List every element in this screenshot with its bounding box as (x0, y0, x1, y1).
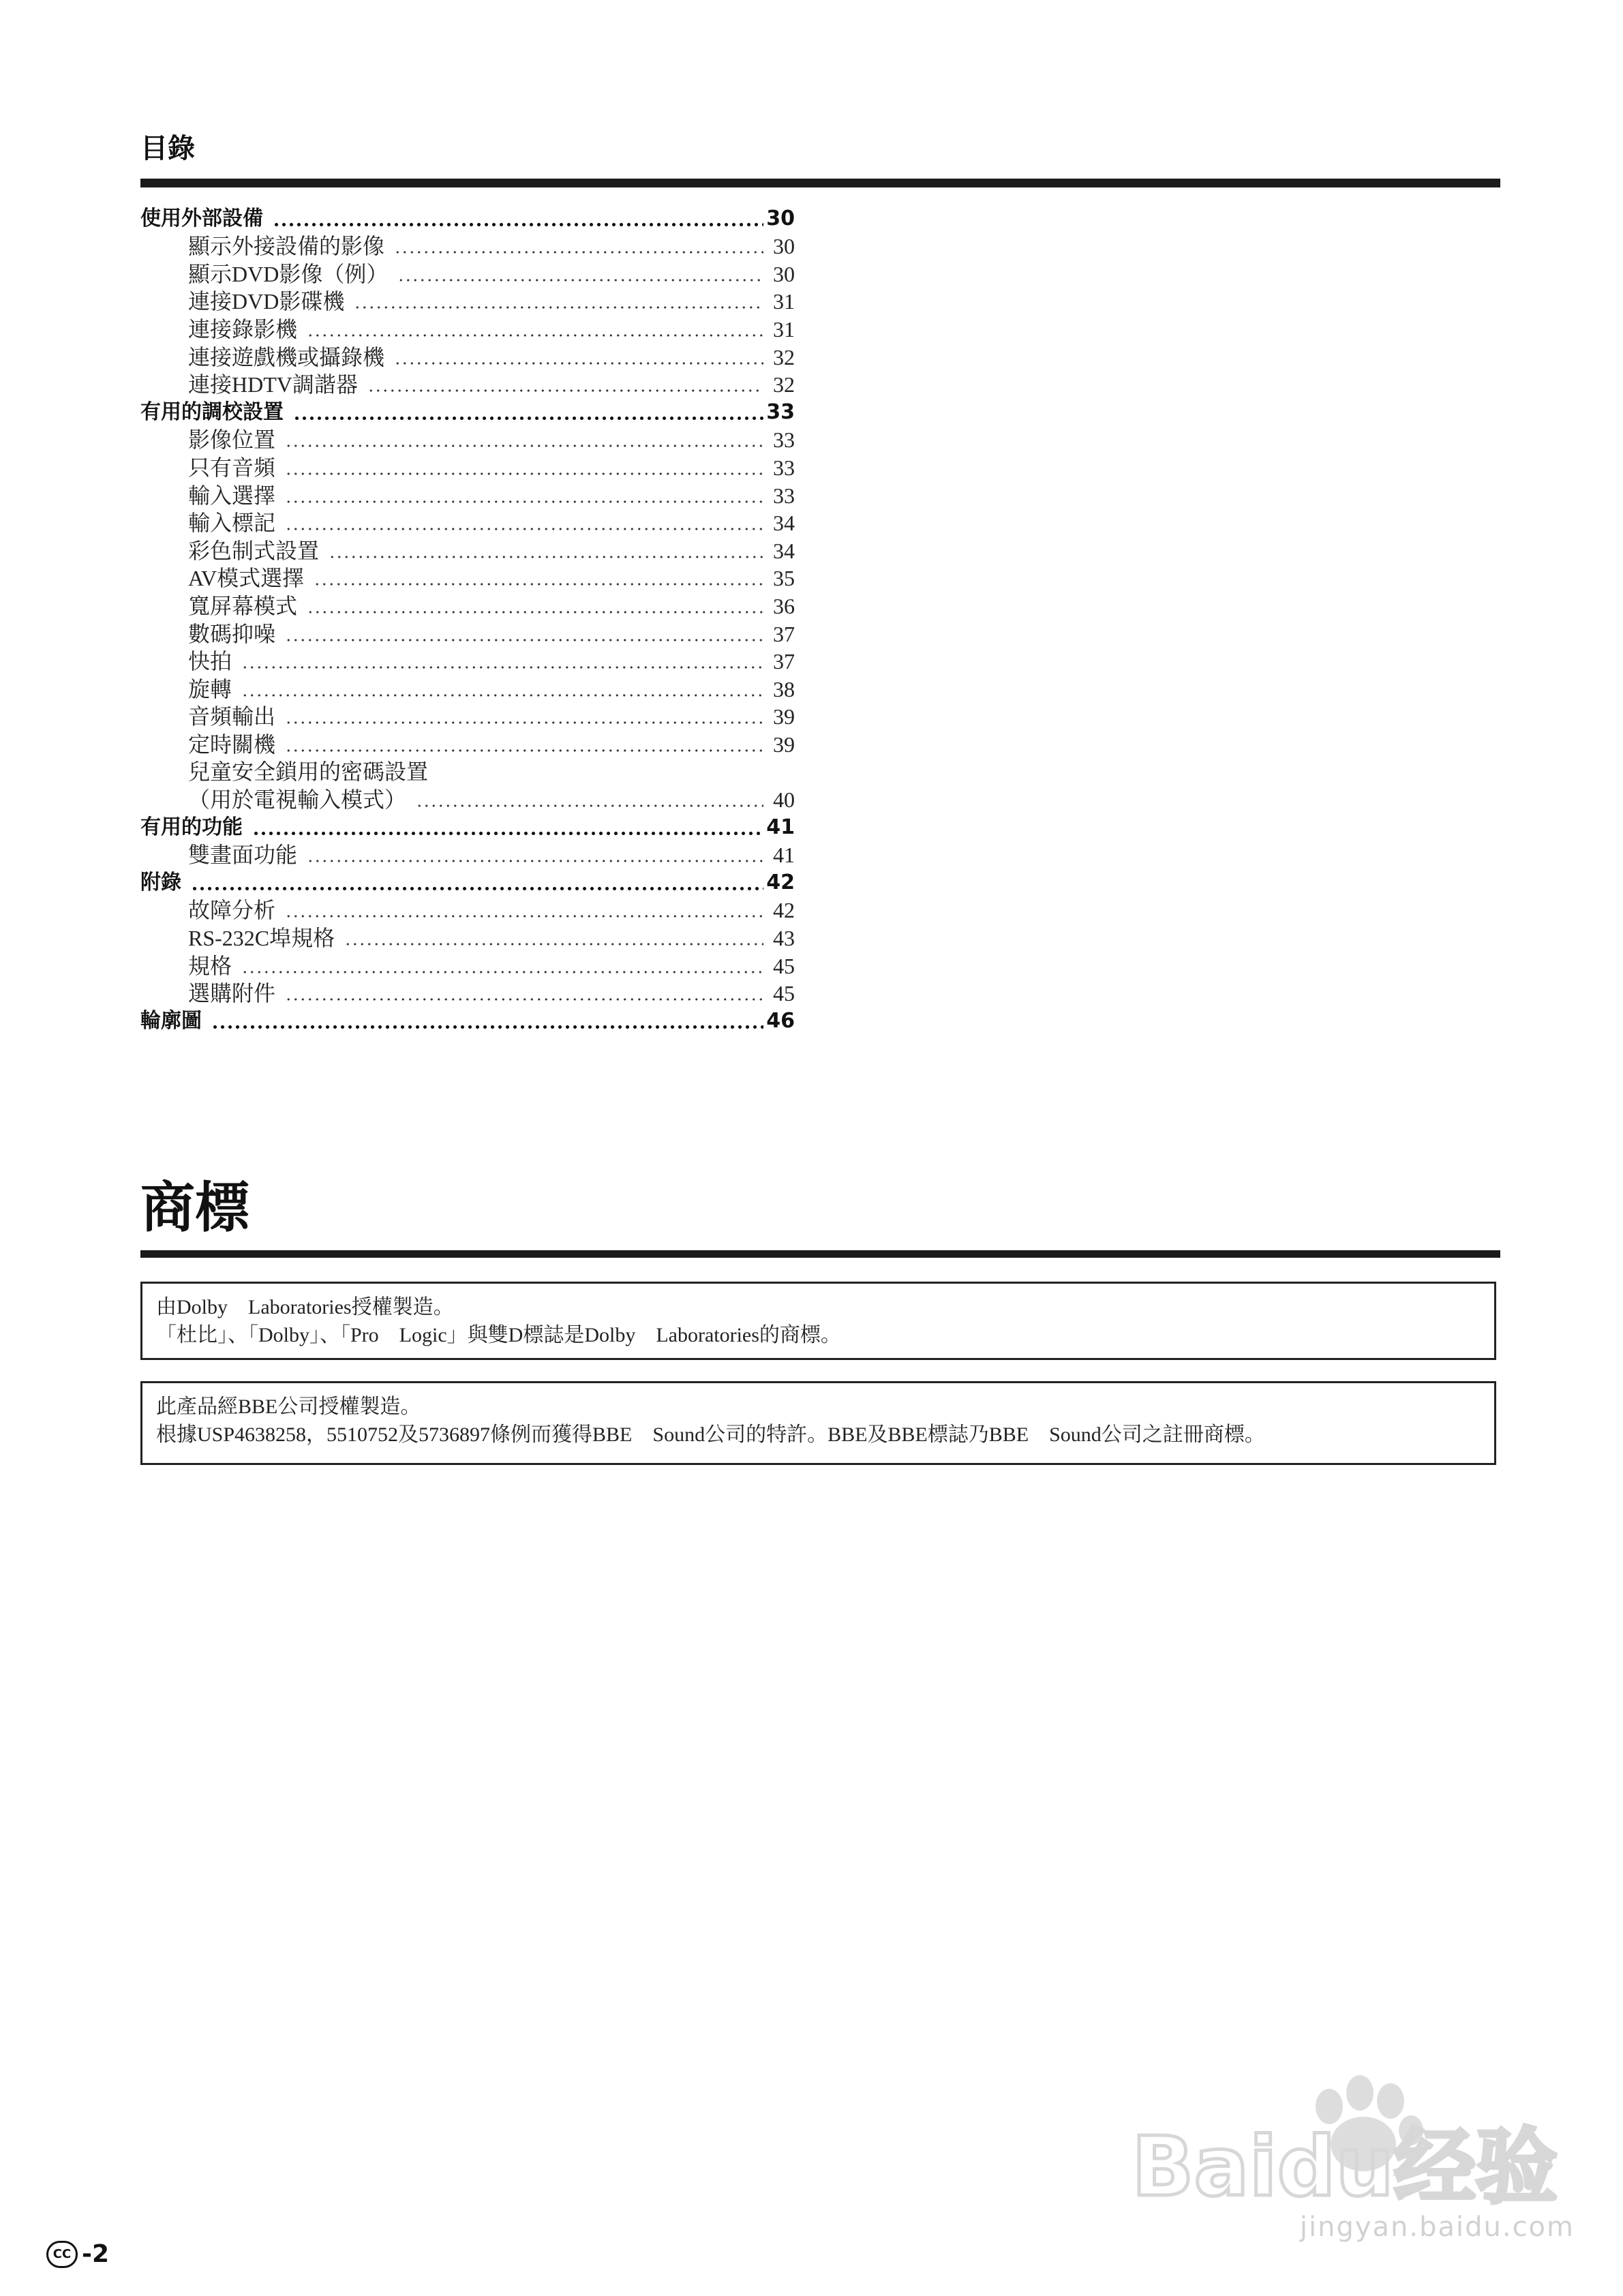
trademarks-title-rule (140, 1250, 1500, 1258)
dolby-line-2: 「杜比」、「Dolby」、「Pro Logic」與雙D標誌是Dolby Laboratories的商標。 (156, 1324, 841, 1346)
toc-dot-leader (293, 417, 763, 420)
baidu-watermark (1125, 2066, 1575, 2270)
page-number: -2 (82, 2240, 109, 2268)
toc-entry-page: 31 (773, 289, 795, 314)
toc-dot-leader (285, 444, 763, 447)
dolby-line-1: 由Dolby Laboratories授權製造。 (156, 1296, 454, 1318)
toc-entry-label: 音頻輸出 (188, 704, 276, 729)
toc-entry-page: 46 (766, 1008, 795, 1033)
toc-item-row (140, 564, 795, 592)
toc-entry-page: 40 (773, 787, 795, 813)
toc-dot-leader (252, 832, 763, 835)
toc-title: 目錄 (140, 133, 195, 164)
toc-entry-page: 32 (773, 344, 795, 369)
toc-entry-label: （用於電視輸入模式） (188, 787, 407, 813)
toc-item-row (140, 648, 795, 676)
toc-dot-leader (394, 362, 763, 365)
toc-dot-leader (354, 306, 763, 309)
baidu-paw-logo-icon (1125, 2066, 1575, 2216)
toc-entry-label: 選購附件 (188, 981, 276, 1006)
toc-dot-leader (307, 860, 763, 862)
toc-entry-page: 33 (773, 455, 795, 480)
toc-entry-page: 30 (766, 206, 795, 230)
toc-entry-page: 43 (773, 926, 795, 951)
toc-dot-leader (394, 251, 763, 254)
toc-dot-leader (285, 998, 763, 1001)
toc-item-row (140, 426, 795, 454)
toc-dot-leader (314, 583, 763, 586)
toc-entry-page: 33 (766, 399, 795, 424)
toc-item-row (140, 841, 795, 869)
toc-entry-label: 連接DVD影碟機 (188, 289, 345, 314)
toc-section-row (140, 398, 795, 426)
toc-entry-page: 37 (773, 649, 795, 674)
toc-item-row (140, 758, 795, 786)
toc-item-row (140, 260, 795, 288)
trademarks-title: 商標 (140, 1176, 249, 1239)
toc-entry-label: 兒童安全鎖用的密碼設置 (188, 759, 429, 785)
toc-dot-leader (285, 639, 763, 641)
toc-section-row (140, 205, 795, 232)
toc-dot-leader (191, 887, 763, 890)
toc-entry-label: 故障分析 (188, 898, 276, 923)
toc-dot-leader (307, 611, 763, 614)
toc-entry-label: AV模式選擇 (188, 566, 305, 591)
toc-item-row (140, 924, 795, 952)
toc-entry-page: 45 (773, 953, 795, 978)
toc-dot-leader (307, 334, 763, 337)
toc-dot-leader (367, 389, 763, 392)
toc-dot-leader (397, 279, 763, 282)
toc-entry-label: 輸入選擇 (188, 483, 276, 508)
toc-entry-label: 數碼抑噪 (188, 621, 276, 646)
toc-item-row (140, 481, 795, 509)
language-mark-icon: CC (46, 2241, 78, 2268)
toc-entry-page: 30 (773, 261, 795, 286)
toc-section-row (140, 813, 795, 841)
toc-entry-label: 連接遊戲機或攝錄機 (188, 344, 385, 369)
toc-entry-page: 33 (773, 427, 795, 453)
bbe-trademark-box (140, 1381, 1496, 1465)
toc-dot-leader (285, 749, 763, 752)
toc-item-row (140, 675, 795, 703)
toc-entry-label: RS-232C埠規格 (188, 926, 335, 951)
toc-entry-label: 雙畫面功能 (188, 843, 298, 868)
toc-dot-leader (329, 556, 763, 558)
toc-item-row (140, 288, 795, 316)
toc-entry-label: 顯示外接設備的影像 (188, 234, 385, 259)
toc-item-row (140, 730, 795, 758)
toc-entry-label: 連接錄影機 (188, 316, 298, 342)
toc-entry-page: 39 (773, 704, 795, 729)
toc-entry-page: 39 (773, 731, 795, 757)
toc-entry-page: 35 (773, 566, 795, 591)
toc-item-row (140, 343, 795, 371)
toc-entry-page: 45 (773, 981, 795, 1006)
toc-entry-page: 42 (766, 870, 795, 894)
toc-entry-page: 34 (773, 538, 795, 563)
toc-entry-page: 32 (773, 372, 795, 397)
toc-entry-label: 輪廓圖 (140, 1008, 202, 1033)
toc-entry-label: 影像位置 (188, 427, 276, 453)
toc-item-row (140, 785, 795, 813)
toc-entry-page: 37 (773, 621, 795, 646)
toc-dot-leader (285, 915, 763, 918)
toc-entry-label: 有用的調校設置 (140, 399, 284, 424)
toc-entry-page: 42 (773, 898, 795, 923)
toc-entry-page: 41 (773, 843, 795, 868)
toc-dot-leader (241, 694, 763, 697)
toc-entry-label: 只有音頻 (188, 455, 276, 480)
toc-dot-leader (285, 528, 763, 530)
toc-title-rule (140, 179, 1500, 187)
toc-item-row (140, 703, 795, 731)
toc-entry-label: 彩色制式設置 (188, 538, 320, 563)
watermark-url: jingyan.baidu.com (1299, 2211, 1575, 2243)
toc-entry-label: 輸入標記 (188, 511, 276, 536)
toc-item-row (140, 232, 795, 260)
toc-entry-label: 定時關機 (188, 731, 276, 757)
toc-dot-leader (285, 500, 763, 503)
toc-item-row (140, 315, 795, 343)
toc-entry-label: 使用外部設備 (140, 206, 263, 230)
toc-entry-label: 快拍 (188, 649, 232, 674)
toc-dot-leader (416, 804, 763, 807)
toc-dot-leader (241, 666, 763, 669)
toc-entry-label: 寬屏幕模式 (188, 593, 298, 618)
toc-dot-leader (211, 1025, 763, 1029)
bbe-line-2: 根據USP4638258，5510752及5736897條例而獲得BBE Sound公司的特許。BBE及BBE標誌乃BBE Sound公司之註冊商標。 (156, 1423, 1265, 1446)
toc-item-row (140, 980, 795, 1008)
toc-item-row (140, 509, 795, 537)
toc-item-row (140, 952, 795, 980)
toc-item-row (140, 896, 795, 924)
toc-entry-label: 旋轉 (188, 676, 232, 701)
dolby-trademark-box (140, 1282, 1496, 1360)
toc-entry-page: 33 (773, 483, 795, 508)
toc-entry-page: 36 (773, 593, 795, 618)
toc-item-row (140, 453, 795, 481)
toc-entry-label: 顯示DVD影像（例） (188, 261, 389, 286)
toc-entry-label: 規格 (188, 953, 232, 978)
watermark-brand: Baidu经验 (1132, 2120, 1558, 2215)
toc-entry-page: 31 (773, 316, 795, 342)
bbe-line-1: 此產品經BBE公司授權製造。 (156, 1395, 421, 1418)
toc-entry-page: 34 (773, 511, 795, 536)
toc-entry-label: 連接HDTV調諧器 (188, 372, 358, 397)
toc-item-row (140, 592, 795, 620)
toc-section-row (140, 868, 795, 896)
page-footer (46, 2240, 109, 2268)
toc-item-row (140, 537, 795, 564)
toc-entry-page: 38 (773, 676, 795, 701)
toc-entry-label: 有用的功能 (140, 815, 243, 839)
toc-dot-leader (273, 223, 763, 226)
table-of-contents (140, 205, 795, 1035)
toc-entry-label: 附錄 (140, 870, 181, 894)
toc-dot-leader (344, 943, 763, 946)
toc-dot-leader (285, 472, 763, 475)
toc-item-row (140, 371, 795, 399)
toc-entry-page: 30 (773, 234, 795, 259)
toc-item-row (140, 620, 795, 648)
toc-entry-page: 41 (766, 815, 795, 839)
toc-dot-leader (285, 721, 763, 724)
toc-section-row (140, 1007, 795, 1035)
toc-dot-leader (241, 971, 763, 973)
